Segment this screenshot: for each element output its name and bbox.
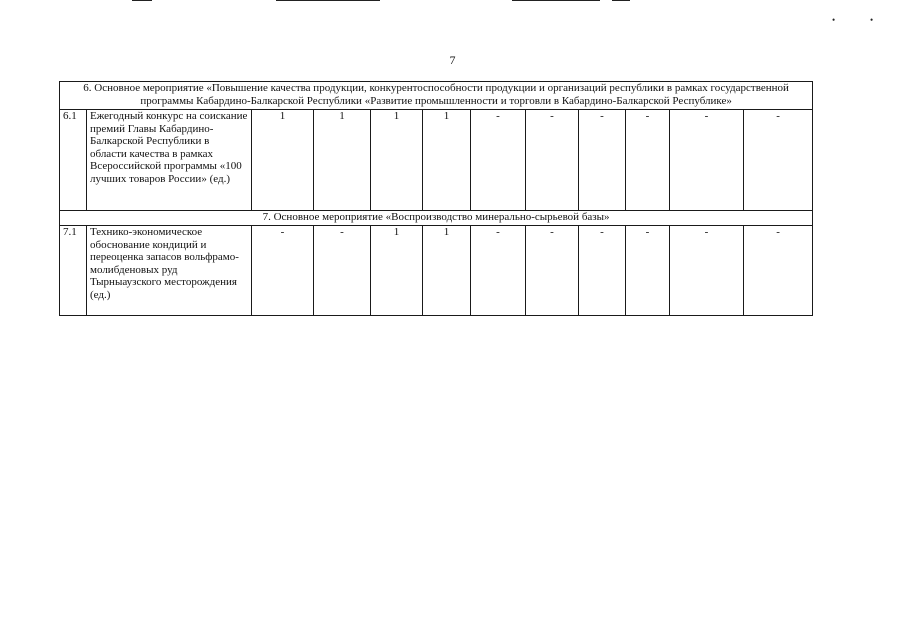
section-title: 6. Основное мероприятие «Повышение качества продукции, конкурентоспособности продукции и организаций республики в рамках государственной программы Кабардино-Балкарской Республики «Развитие промышленности и торговли в Кабардино-Балкарской Республике» bbox=[60, 82, 813, 110]
value-cell: - bbox=[526, 226, 579, 316]
row-number: 7.1 bbox=[60, 226, 87, 316]
value-cell: - bbox=[314, 226, 371, 316]
value-cell: - bbox=[626, 110, 670, 211]
section-header-row bbox=[60, 211, 813, 226]
value-cell: 1 bbox=[314, 110, 371, 211]
value-cell: 1 bbox=[252, 110, 314, 211]
value-cell: - bbox=[526, 110, 579, 211]
value-cell: - bbox=[471, 110, 526, 211]
value-cell: - bbox=[670, 226, 744, 316]
scan-artifact-line bbox=[512, 0, 600, 1]
value-cell: - bbox=[744, 226, 813, 316]
scan-artifact-line bbox=[612, 0, 630, 1]
scan-artifact-dot: • bbox=[832, 15, 836, 25]
value-cell: 1 bbox=[423, 110, 471, 211]
value-cell: 1 bbox=[423, 226, 471, 316]
section-title: 7. Основное мероприятие «Воспроизводство минерально-сырьевой базы» bbox=[60, 211, 813, 226]
value-cell: 1 bbox=[371, 110, 423, 211]
page-number: 7 bbox=[449, 53, 456, 67]
value-cell: - bbox=[626, 226, 670, 316]
row-number: 6.1 bbox=[60, 110, 87, 211]
scan-artifact-line bbox=[132, 0, 152, 1]
value-cell: 1 bbox=[371, 226, 423, 316]
value-cell: - bbox=[252, 226, 314, 316]
section-header-row bbox=[60, 82, 813, 110]
table-row bbox=[60, 110, 813, 211]
value-cell: - bbox=[579, 110, 626, 211]
indicator-table bbox=[59, 81, 813, 316]
scan-artifact-dot: • bbox=[870, 15, 874, 25]
row-description: Технико-экономическое обоснование кондиций и переоценка запасов вольфрамо-молибденовых руд Тырныаузского месторождения (ед.) bbox=[87, 226, 252, 316]
value-cell: - bbox=[744, 110, 813, 211]
table-row bbox=[60, 226, 813, 316]
row-description: Ежегодный конкурс на соискание премий Главы Кабардино-Балкарской Республики в области качества в рамках Всероссийской программы «100 лучших товаров России» (ед.) bbox=[87, 110, 252, 211]
value-cell: - bbox=[670, 110, 744, 211]
value-cell: - bbox=[471, 226, 526, 316]
value-cell: - bbox=[579, 226, 626, 316]
scan-artifact-line bbox=[276, 0, 380, 1]
